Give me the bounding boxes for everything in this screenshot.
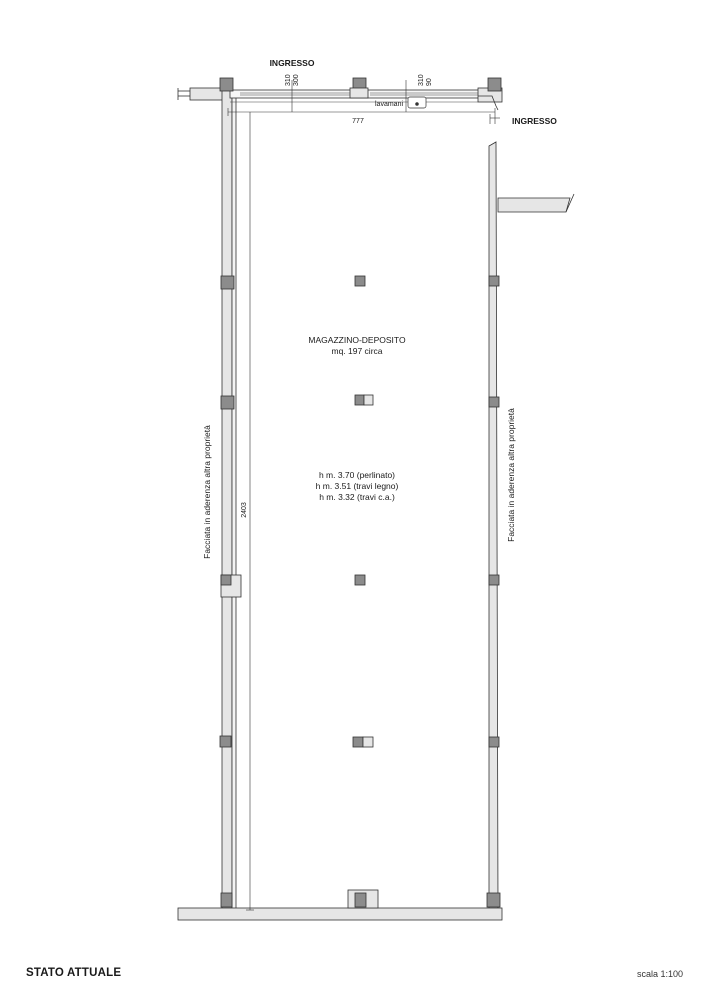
pillar-right-4	[489, 737, 499, 747]
dim-door2-a: 310	[418, 74, 425, 86]
dim-width: 777	[352, 118, 364, 125]
pillar-left-1	[221, 276, 234, 289]
pillar-bottom-mid-top	[355, 893, 366, 907]
pillar-left-5	[221, 893, 232, 907]
pillar-top-mid-sub	[350, 88, 368, 98]
pillar-right-5	[487, 893, 500, 907]
dim-door1-a: 310	[285, 74, 292, 86]
dim-door2-b: 90	[426, 78, 433, 86]
left-wall-inner	[232, 96, 236, 910]
scale-label: scala 1:100	[636, 969, 683, 979]
pillar-top-left	[220, 78, 233, 91]
pillar-top-right	[488, 78, 501, 91]
facade-left-label: Facciata in aderenza altra proprietà	[202, 425, 212, 559]
entrance-top-label: INGRESSO	[269, 58, 315, 68]
plan-title: STATO ATTUALE	[26, 967, 122, 979]
pillar-left-2	[221, 396, 234, 409]
entrance-right-label: INGRESSO	[512, 116, 557, 126]
pillar-right-1	[489, 276, 499, 286]
room-area: mq. 197 circa	[331, 346, 383, 356]
pillar-left-4	[220, 736, 231, 747]
right-wall	[489, 142, 498, 910]
right-branch-wall	[498, 198, 570, 212]
pillar-left-3	[221, 575, 231, 585]
pillar-right-3	[489, 575, 499, 585]
pillar-center-2	[355, 395, 364, 405]
dim-door1-b: 300	[293, 74, 300, 86]
sink-icon	[408, 97, 426, 108]
pillar-right-2	[489, 397, 499, 407]
bottom-wall	[178, 908, 502, 920]
dim-length: 2403	[241, 502, 248, 518]
ceiling-height-2: h m. 3.51 (travi legno)	[315, 481, 399, 491]
facade-right-label: Facciata in aderenza altra proprietà	[506, 408, 516, 542]
pillar-center-4	[353, 737, 363, 747]
sink-label: lavamani	[375, 101, 404, 108]
left-wall	[222, 88, 232, 910]
ceiling-height-3: h m. 3.32 (travi c.a.)	[319, 492, 395, 502]
pillar-center-3	[355, 575, 365, 585]
room-name: MAGAZZINO-DEPOSITO	[308, 335, 406, 345]
pillar-center-1	[355, 276, 365, 286]
ceiling-height-1: h m. 3.70 (perlinato)	[318, 470, 396, 480]
